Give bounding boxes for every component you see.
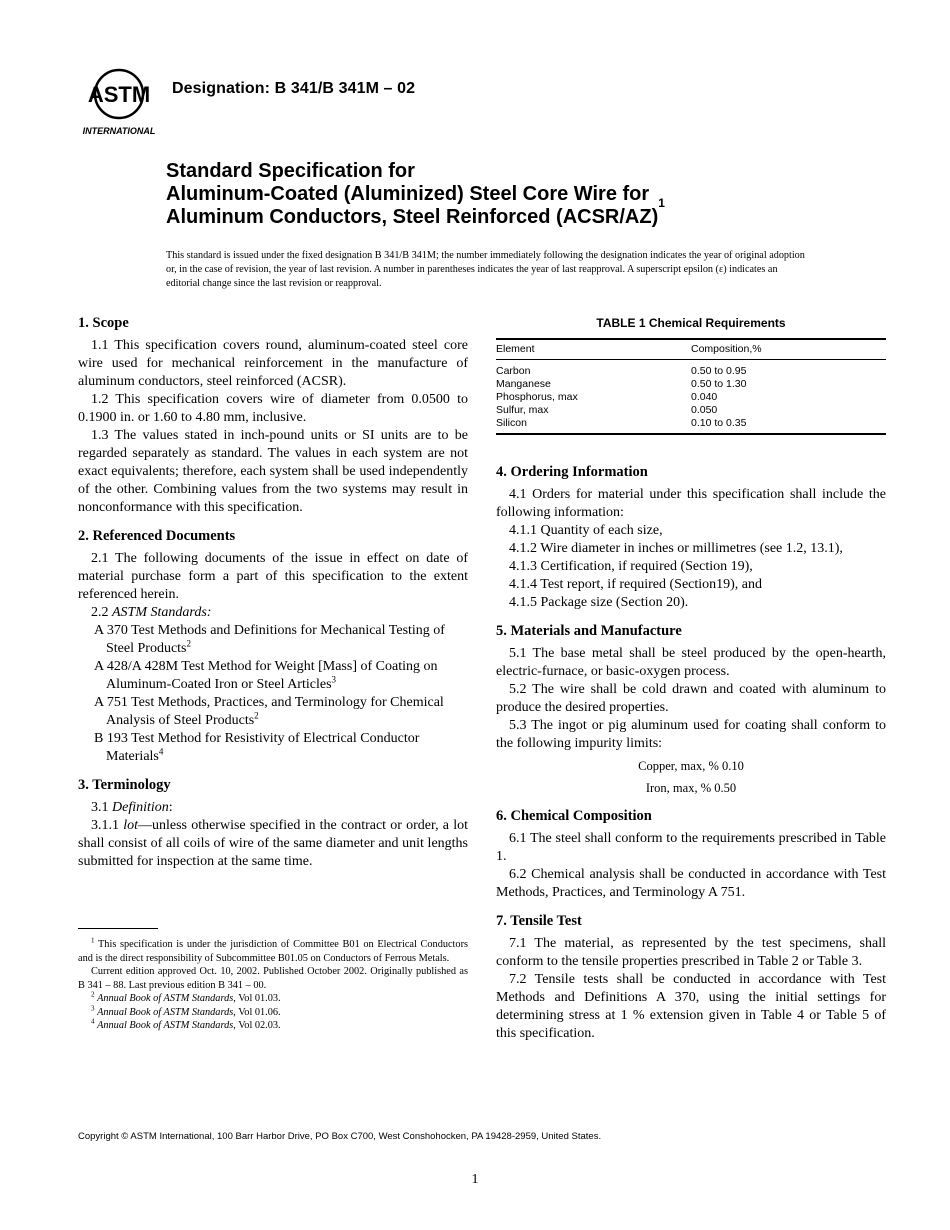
ref-b193 [78, 730, 468, 766]
footnote-3-rest: , Vol 01.06. [233, 1006, 281, 1018]
title-footnote-mark: 1 [658, 196, 665, 210]
list-item: 4.1.3 Certification, if required (Section 19), [509, 559, 753, 574]
para-5-2: 5.2 The wire shall be cold drawn and coated with aluminum to produce the desired properties. [496, 682, 886, 715]
table-cell: Silicon [496, 417, 691, 434]
section-materials-title: 5. Materials and Manufacture [496, 623, 682, 639]
ref-a751 [78, 694, 468, 730]
ref-text: B 193 Test Method for Resistivity of Electrical Conductor Materials [94, 731, 420, 764]
title-line-2: Aluminum-Coated (Aluminized) Steel Core Wire for [166, 183, 650, 205]
ref-mark: 2 [186, 638, 191, 649]
para-7-2: 7.2 Tensile tests shall be conducted in accordance with Test Methods and Definitions A 370, using the initial settings for determining stress at 1 % extension given in Table 4 or Table 5 of this specification. [496, 972, 886, 1041]
section-tensile-title: 7. Tensile Test [496, 913, 582, 929]
astm-logo [78, 66, 160, 138]
table-row [496, 378, 886, 391]
ref-text: A 751 Test Methods, Practices, and Terminology for Chemical Analysis of Steel Products [94, 695, 444, 728]
para-1-1: 1.1 This specification covers round, aluminum-coated steel core wire used for mechanical reinforcement in the manufacture of aluminum conductors, steel reinforced (ACSR). [78, 338, 468, 389]
section-chemical-title: 6. Chemical Composition [496, 808, 652, 824]
ref-a370 [78, 622, 468, 658]
para-1-3: 1.3 The values stated in inch-pound units or SI units are to be regarded separately as standard. The values in each system are not exact equivalents; therefore, each system shall be used independently of the other. Combining values from the two systems may result in nonconformance with this specification. [78, 428, 468, 515]
table-cell: Manganese [496, 378, 551, 390]
table-header-composition: Composition,% [691, 339, 886, 360]
footnote-3 [78, 1006, 468, 1020]
para-3-1 [78, 799, 468, 817]
footnote-3-mark: 3 [91, 1004, 95, 1013]
list-item: 4.1.1 Quantity of each size, [509, 523, 663, 538]
ref-a428 [78, 658, 468, 694]
ref-text: A 370 Test Methods and Definitions for Mechanical Testing of Steel Products [94, 623, 445, 656]
ref-mark: 2 [254, 710, 259, 721]
table-1-caption: TABLE 1 Chemical Requirements [596, 316, 786, 330]
list-item: 4.1.5 Package size (Section 20). [509, 595, 689, 610]
para-6-1: 6.1 The steel shall conform to the requirements prescribed in Table 1. [496, 831, 886, 864]
footnote-1b: Current edition approved Oct. 10, 2002. Published October 2002. Originally published as B 341 – 88. Last previous edition B 341 – 00. [78, 966, 468, 991]
para-3-1-num: 3.1 [91, 800, 109, 815]
document-title [166, 160, 866, 229]
para-2-2 [78, 604, 468, 622]
para-3-1-colon: : [168, 800, 173, 815]
footnote-4-italic: Annual Book of ASTM Standards [97, 1020, 234, 1031]
table-cell: 0.050 [691, 404, 718, 416]
footnote-4 [78, 1019, 468, 1033]
ref-text: A 428/A 428M Test Method for Weight [Mass] of Coating on Aluminum-Coated Iron or Steel Articles [94, 659, 438, 692]
impurity-limit-copper: Copper, max, % 0.10 [638, 759, 744, 773]
table-row [496, 360, 886, 379]
para-5-3: 5.3 The ingot or pig aluminum used for coating shall conform to the following impurity limits: [496, 718, 886, 751]
chemical-requirements-table [496, 338, 886, 435]
table-cell: 0.10 to 0.35 [691, 417, 886, 434]
table-header-element: Element [496, 339, 691, 360]
title-line-3-text: Aluminum Conductors, Steel Reinforced (ACSR/AZ) [166, 206, 659, 228]
logo-text: ASTM [87, 82, 151, 107]
section-terminology-title: 3. Terminology [78, 777, 171, 793]
table-row [496, 391, 886, 404]
section-ordering-title: 4. Ordering Information [496, 464, 648, 480]
footnote-1 [78, 938, 468, 965]
table-row [496, 404, 886, 417]
para-3-1-1-num: 3.1.1 [91, 818, 119, 833]
table-1 [496, 314, 886, 435]
table-cell: 0.040 [691, 391, 718, 403]
para-6-2: 6.2 Chemical analysis shall be conducted in accordance with Test Methods, Practices, and Terminology A 751. [496, 867, 886, 900]
list-item: 4.1.2 Wire diameter in inches or millimetres (see 1.2, 13.1), [509, 541, 843, 556]
footnote-2-italic: Annual Book of ASTM Standards [97, 993, 234, 1004]
ref-mark: 4 [158, 746, 164, 757]
footnote-2-mark: 2 [91, 990, 95, 999]
footnotes [78, 938, 468, 1033]
logo-subtext: INTERNATIONAL [82, 126, 156, 136]
para-1-2: 1.2 This specification covers wire of diameter from 0.0500 to 0.1900 in. or 1.60 to 4.80 mm, inclusive. [78, 392, 468, 425]
para-7-1: 7.1 The material, as represented by the test specimens, shall conform to the tensile properties prescribed in Table 2 or Table 3. [496, 936, 886, 969]
para-2-1: 2.1 The following documents of the issue in effect on date of material purchase form a part of this specification to the extent referenced herein. [78, 551, 468, 602]
section-referenced-title: 2. Referenced Documents [78, 528, 236, 544]
para-4-1: 4.1 Orders for material under this specification shall include the following information: [496, 487, 886, 520]
section-scope-title: 1. Scope [78, 315, 129, 331]
para-3-1-1-term: lot [123, 818, 138, 833]
table-row [496, 417, 886, 434]
para-2-2-num: 2.2 [91, 605, 109, 620]
list-item: 4.1.4 Test report, if required (Section19), and [509, 577, 763, 592]
table-cell: Phosphorus, max [496, 391, 578, 403]
footnote-4-mark: 4 [91, 1017, 95, 1026]
para-3-1-1-text: —unless otherwise specified in the contract or order, a lot shall consist of all coils of wire of the same diameter and unit lengths submitted for inspection at the same time. [78, 818, 469, 869]
impurity-limit-iron: Iron, max, % 0.50 [645, 781, 737, 795]
footnote-1-mark: 1 [91, 936, 95, 945]
right-column [496, 314, 886, 1043]
footnote-rule [78, 928, 158, 929]
para-3-1-1 [78, 817, 468, 871]
para-3-1-label: Definition [112, 800, 169, 815]
table-cell: 0.50 to 1.30 [691, 378, 747, 390]
footnote-3-italic: Annual Book of ASTM Standards [97, 1006, 234, 1018]
copyright-notice: Copyright © ASTM International, 100 Barr Harbor Drive, PO Box C700, West Conshohocken, PA 19428-2959, United States. [78, 1131, 602, 1142]
ref-mark: 3 [331, 674, 337, 685]
footnote-1-text: This specification is under the jurisdiction of Committee B01 on Electrical Conductors and is the direct responsibility of Subcommittee B01.05 on Conductors of Ferrous Metals. [78, 939, 469, 964]
table-cell: 0.50 to 0.95 [691, 365, 747, 377]
footnote-4-rest: , Vol 02.03. [233, 1020, 281, 1031]
footnote-2 [78, 992, 468, 1006]
page-number: 1 [471, 1172, 479, 1187]
footnote-2-rest: , Vol 01.03. [233, 993, 281, 1004]
standard-notice: This standard is issued under the fixed designation B 341/B 341M; the number immediately following the designation indicates the year of original adoption or, in the case of revision, the year of last revision. A number in parentheses indicates the year of last reapproval. A superscript epsilon (ε) indicates an editorial change since the last revision or reapproval. [166, 250, 805, 289]
title-line-1: Standard Specification for [166, 160, 415, 182]
left-column [78, 314, 468, 871]
table-cell: Carbon [496, 365, 531, 377]
table-cell: Sulfur, max [496, 404, 549, 416]
para-5-1: 5.1 The base metal shall be steel produced by the open-hearth, electric-furnace, or basic-oxygen process. [496, 646, 886, 679]
designation: Designation: B 341/B 341M – 02 [172, 80, 416, 97]
para-2-2-label: ASTM Standards: [112, 605, 212, 620]
title-line-3 [166, 196, 866, 229]
